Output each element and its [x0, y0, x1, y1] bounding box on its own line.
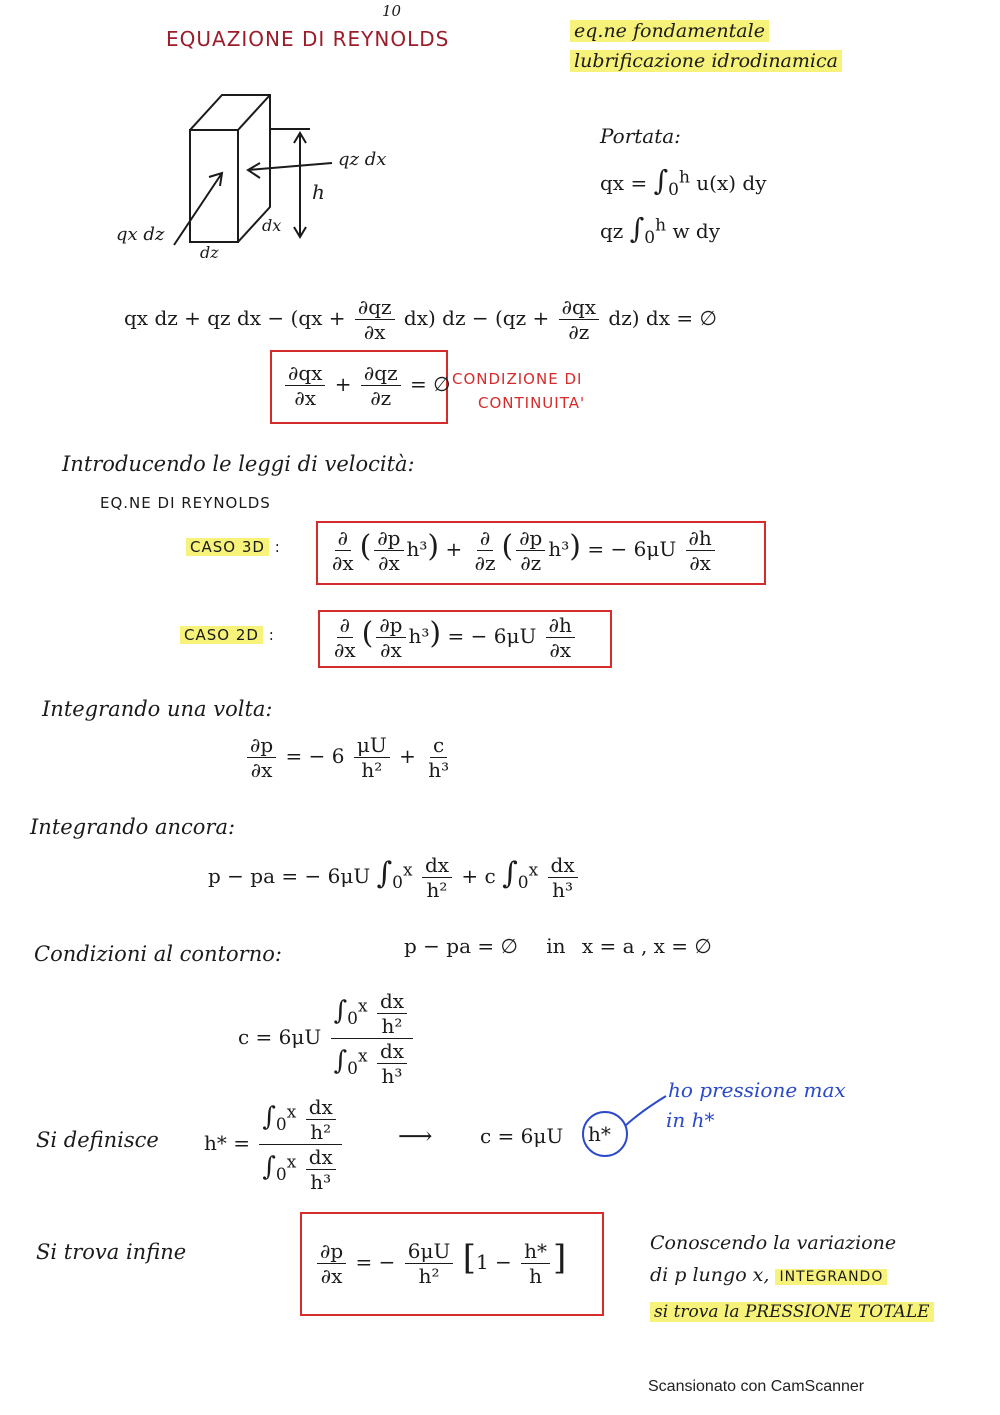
arrow-qxdz — [174, 173, 222, 245]
continuity-label-1: CONDIZIONE DI — [452, 370, 583, 388]
closing-note-2: di p lungo x, INTEGRANDO — [650, 1264, 887, 1286]
define-text: Si definisce — [36, 1128, 159, 1152]
continuity-equation: $\frac{\partial qx}{\partial x}$ + $\frac{\partial qz}{\partial z}$ = ∅ — [282, 362, 451, 409]
scanner-footer: Scansionato con CamScanner — [648, 1378, 865, 1395]
case-2d-equation: $\frac{\partial}{\partial x}$ ( $\frac{\partial p}{\partial x}$ h³) = − 6μU $\frac{\partial h}{\partial x}$ — [328, 614, 578, 661]
case-3d-equation: $\frac{\partial}{\partial x}$ ( $\frac{\partial p}{\partial x}$ h³) + $\frac{\partial}{\partial z}$ ( $\frac{\partial p}{\partial z}$ h³) = − 6μU $\frac{\partial h}{\partial x}$ — [326, 527, 718, 574]
continuity-label-2: CONTINUITA' — [478, 394, 586, 412]
integrate-once-equation: $\frac{\partial p}{\partial x}$ = − 6 $\frac{\mu U}{\text{h²}}$ + $\frac{c}{\text{h³}}$ — [244, 734, 455, 781]
label-qzdx: qz dx — [338, 149, 387, 170]
page-title: EQUAZIONE DI REYNOLDS — [166, 27, 450, 51]
note-in-hstar: in h* — [666, 1108, 715, 1132]
closing-note-1: Conoscendo la variazione — [650, 1232, 897, 1254]
final-equation: $\frac{\partial p}{\partial x}$ = − $\frac{6\mu U}{\text{h²}}$ [1 − $\frac{h*}{h}$ ] — [314, 1238, 566, 1287]
integrate-again-text: Integrando ancora: — [30, 815, 236, 839]
label-dz: dz — [200, 243, 219, 262]
case-3d-label: CASO 3D : — [186, 538, 281, 556]
balance-equation: qx dz + qz dx − (qx + $\frac{\partial qz}{\partial x}$ dx) dz − (qz + $\frac{\partial qx}{\partial z}$ dz) dx = ∅ — [124, 295, 717, 344]
c-result-hstar: h* — [588, 1122, 611, 1146]
label-dx: dx — [262, 216, 282, 235]
closing-note-3: si trova la PRESSIONE TOTALE — [650, 1302, 934, 1322]
boundary-condition: p − pa = ∅ in x = a , x = ∅ — [404, 934, 712, 958]
c-result: c = 6μU — [480, 1124, 564, 1148]
title-note-1: eq.ne fondamentale — [570, 20, 769, 42]
page-number: 10 — [382, 2, 402, 20]
title-note-2: lubrificazione idrodinamica — [570, 50, 842, 72]
note-pressure-max: ho pressione max — [668, 1078, 846, 1102]
hstar-definition: h* = $\int_0^x$ $\frac{dx}{\text{h²}}$ $\int_0^x$ $\frac{dx}{\text{h³}}$ — [204, 1096, 345, 1193]
boundary-text: Condizioni al contorno: — [34, 942, 282, 966]
label-h: h — [312, 180, 325, 204]
qx-formula: qx = $\int_0^h$ u(x) dy — [600, 164, 767, 200]
c-formula: c = 6μU $\int_0^x$ $\frac{dx}{\text{h²}}$ $\int_0^x$ $\frac{dx}{\text{h³}}$ — [238, 990, 416, 1087]
final-text: Si trova infine — [36, 1240, 187, 1264]
label-qxdz: qx dz — [116, 224, 165, 245]
integrate-again-equation: p − pa = − 6μU $\int_0^x$ $\frac{dx}{\text{h²}}$ + c $\int_0^x$ $\frac{dx}{\text{h³}}$ — [208, 854, 581, 901]
implies-arrow: ⟶ — [398, 1122, 433, 1150]
portata-title: Portata: — [600, 124, 681, 148]
intro-text: Introducendo le leggi di velocità: — [62, 452, 415, 476]
case-2d-label: CASO 2D : — [180, 626, 275, 644]
qz-formula: qz $\int_0^h$ w dy — [600, 212, 721, 248]
integrate-once-text: Integrando una volta: — [42, 697, 273, 721]
reynolds-label: EQ.NE DI REYNOLDS — [100, 494, 271, 512]
arrow-qzdx — [248, 163, 332, 170]
